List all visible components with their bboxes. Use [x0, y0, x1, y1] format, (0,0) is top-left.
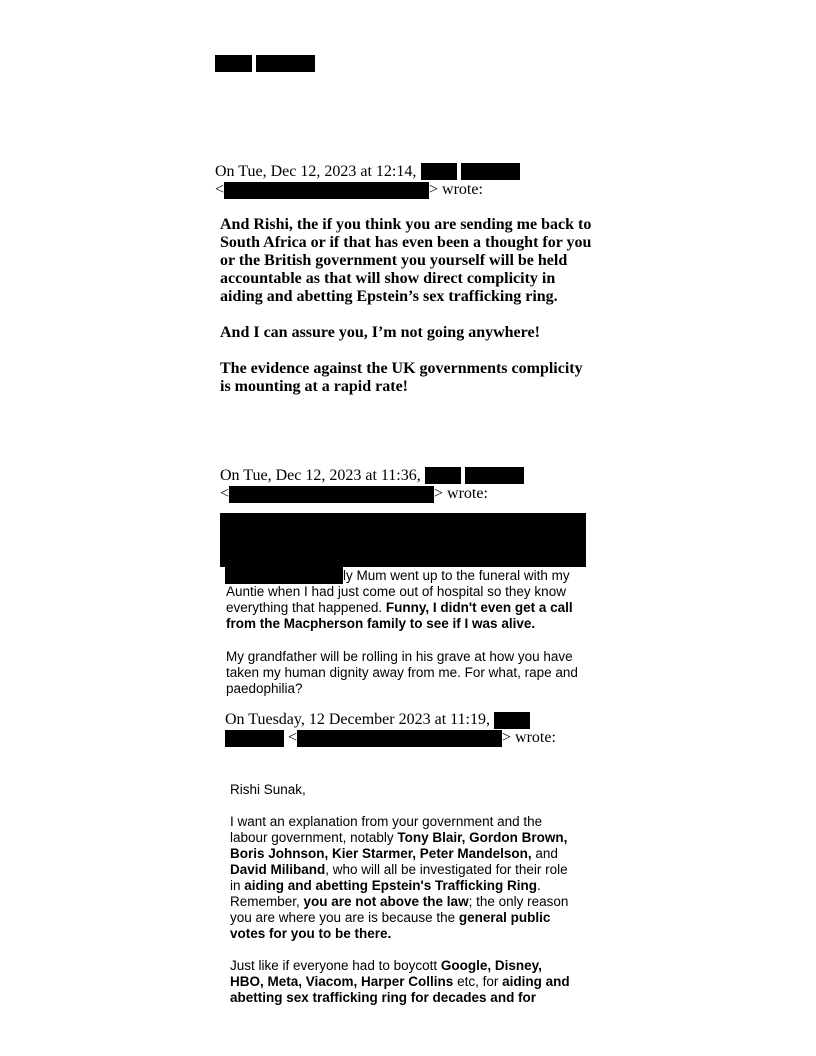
redacted-email	[229, 486, 434, 503]
reply-header-date: On Tuesday, 12 December 2023 at 11:19,	[225, 711, 490, 728]
message-3-salutation: Rishi Sunak,	[230, 782, 306, 797]
redacted-sender-first	[215, 55, 252, 72]
reply-header-wrote: > wrote:	[429, 181, 483, 198]
message-1-paragraph-2: And I can assure you, I’m not going anywhere!	[220, 324, 540, 341]
reply-header-date: On Tue, Dec 12, 2023 at 12:14,	[215, 163, 417, 180]
reply-header-date: On Tue, Dec 12, 2023 at 11:36,	[220, 467, 421, 484]
redacted-name-last	[465, 467, 524, 484]
reply-header-2	[220, 467, 421, 485]
redacted-name-last	[461, 163, 520, 180]
message-2-paragraph-2: My grandfather will be rolling in his grave at how you have taken my human dignity away from me. For what, rape and paedophilia?	[226, 649, 578, 696]
message-3-paragraph-1: I want an explanation from your government and the labour government, notably Tony Blair, Gordon Brown, Boris Johnson, Kier Starmer, Peter Mandelson, and David Miliband, who will all be investigated for their role in aiding and abetting Epstein's Trafficking Ring. Remember, you are not above the law; the only reason you are where you are is because the general public votes for you to be there.	[230, 814, 569, 941]
redacted-sender-last	[256, 55, 315, 72]
redacted-email	[297, 730, 502, 747]
redacted-inline-text	[225, 567, 343, 584]
redacted-name-first	[425, 467, 461, 484]
redacted-email	[224, 182, 429, 199]
reply-header-wrote: > wrote:	[434, 485, 488, 502]
email-open-bracket: <	[220, 485, 230, 502]
email-open-bracket: <	[288, 729, 298, 746]
redacted-paragraph	[220, 513, 586, 567]
redacted-name-last	[225, 730, 284, 747]
reply-header-1	[215, 163, 416, 181]
redacted-name-first	[494, 712, 530, 729]
reply-header-3	[225, 711, 490, 729]
reply-header-email-line	[288, 729, 297, 747]
email-open-bracket: <	[215, 181, 225, 198]
reply-header-email-line	[215, 181, 224, 199]
reply-header-wrote: > wrote:	[502, 729, 556, 746]
message-2-paragraph-1: ly Mum went up to the funeral with my Auntie when I had just come out of hospital so they know everything that happened. Funny, I didn't even get a call from the Macpherson family to see if I was alive.	[226, 568, 573, 631]
message-3-paragraph-2: Just like if everyone had to boycott Google, Disney, HBO, Meta, Viacom, Harper Collins etc, for aiding and abetting sex trafficking ring for decades and for	[230, 958, 570, 1005]
redacted-name-first	[421, 163, 457, 180]
reply-header-email-line	[220, 485, 229, 503]
message-1-paragraph-3: The evidence against the UK governments complicity is mounting at a rapid rate!	[220, 360, 583, 395]
message-1-paragraph-1: And Rishi, the if you think you are sending me back to South Africa or if that has even been a thought for you or the British government you yourself will be held accountable as that will show direct complicity in aiding and abetting Epstein’s sex trafficking ring.	[220, 216, 592, 305]
